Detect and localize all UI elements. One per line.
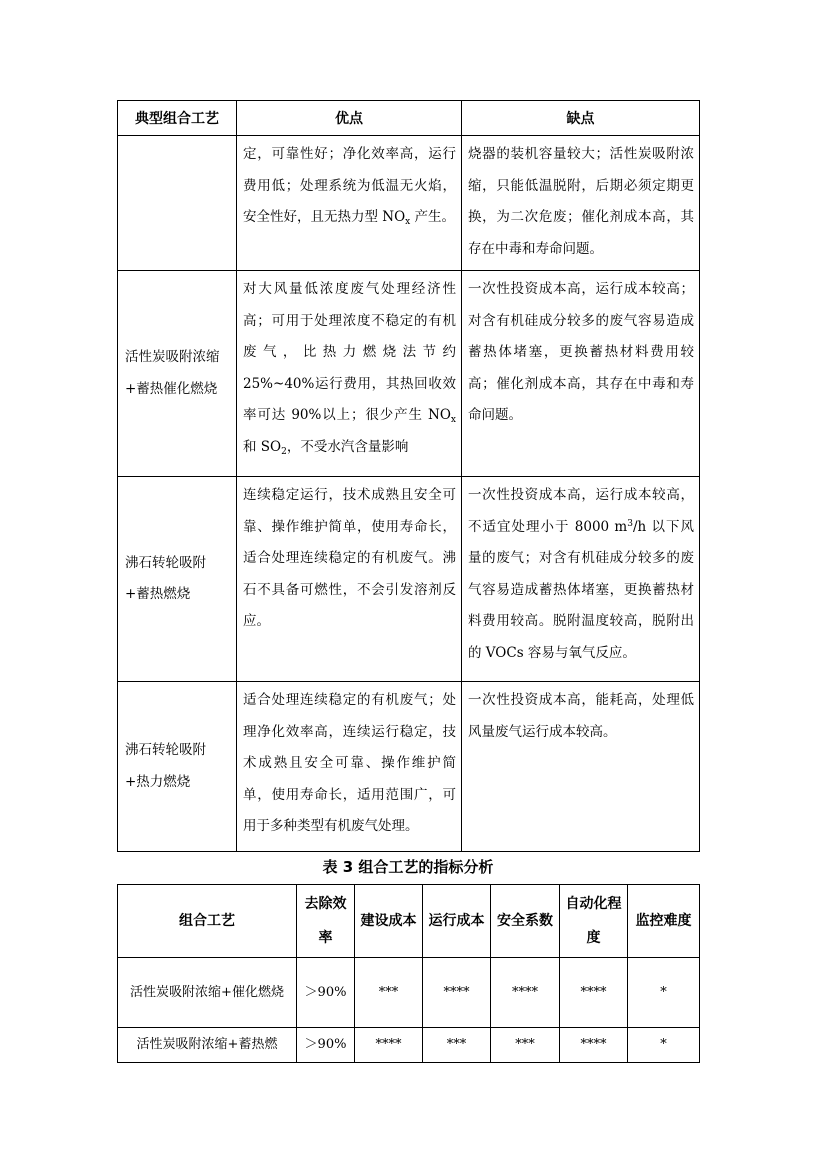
header-automation-level: 自动化程度 xyxy=(560,885,628,958)
row-process: 沸石转轮吸附+蓄热燃烧 xyxy=(118,477,237,682)
table-row xyxy=(118,271,700,477)
header-construction-cost: 建设成本 xyxy=(355,885,423,958)
header-safety-factor: 安全系数 xyxy=(491,885,560,958)
table-header-row xyxy=(118,885,700,958)
row-process: 沸石转轮吸附+热力燃烧 xyxy=(118,682,237,852)
table-row xyxy=(118,682,700,852)
row-disadvantages: 一次性投资成本高，运行成本较高，不适宜处理小于 8000 $m^3/h$ 以下风量的废气；对含有机硅成分较多的废气容易造成蓄热体堵塞，更换蓄热材料费用较高。脱附温度较高，脱附出的 VOCs 容易与氧气反应。 xyxy=(462,477,700,682)
table-row xyxy=(118,477,700,682)
table-header-row xyxy=(118,101,700,136)
indicator-analysis-table xyxy=(117,884,700,1063)
cell-safety-factor: **** xyxy=(491,958,560,1028)
row-advantages: 连续稳定运行，技术成熟且安全可靠、操作维护简单，使用寿命长，适合处理连续稳定的有机废气。沸石不具备可燃性，不会引发溶剂反应。 xyxy=(237,477,462,682)
header-removal-efficiency: 去除效率 xyxy=(297,885,355,958)
row-advantages: 适合处理连续稳定的有机废气；处理净化效率高，连续运行稳定，技术成熟且安全可靠、操作维护简单，使用寿命长，适用范围广，可用于多种类型有机废气处理。 xyxy=(237,682,462,852)
row-process xyxy=(118,136,237,271)
header-operating-cost: 运行成本 xyxy=(423,885,491,958)
table-row xyxy=(118,136,700,271)
row-advantages: 定，可靠性好；净化效率高，运行费用低；处理系统为低温无火焰，安全性好，且无热力型 $NO_x$ 产生。 xyxy=(237,136,462,271)
cell-operating-cost: *** xyxy=(423,1028,491,1063)
header-process: 典型组合工艺 xyxy=(118,101,237,136)
row-process: 活性炭吸附浓缩+蓄热催化燃烧 xyxy=(118,271,237,477)
cell-safety-factor: *** xyxy=(491,1028,560,1063)
cell-monitoring-difficulty: * xyxy=(628,1028,700,1063)
table-row xyxy=(118,958,700,1028)
header-disadvantages: 缺点 xyxy=(462,101,700,136)
header-monitoring-difficulty: 监控难度 xyxy=(628,885,700,958)
header-advantages: 优点 xyxy=(237,101,462,136)
cell-removal-efficiency: ＞90% xyxy=(297,958,355,1028)
cell-construction-cost: **** xyxy=(355,1028,423,1063)
process-comparison-table xyxy=(117,100,700,852)
cell-monitoring-difficulty: * xyxy=(628,958,700,1028)
cell-process: 活性炭吸附浓缩+催化燃烧 xyxy=(118,958,297,1028)
cell-operating-cost: **** xyxy=(423,958,491,1028)
cell-automation-level: **** xyxy=(560,1028,628,1063)
cell-process: 活性炭吸附浓缩+蓄热燃 xyxy=(118,1028,297,1063)
table-caption: 表 3 组合工艺的指标分析 xyxy=(322,858,494,876)
cell-construction-cost: *** xyxy=(355,958,423,1028)
row-advantages: 对大风量低浓度废气处理经济性高；可用于处理浓度不稳定的有机废气，比热力燃烧法节约25%~40%运行费用，其热回收效率可达 90%以上；很少产生 $NO_x$ 和 $SO_2$，不受水汽含量影响 xyxy=(237,271,462,477)
row-disadvantages: 一次性投资成本高，能耗高，处理低风量废气运行成本较高。 xyxy=(462,682,700,852)
row-disadvantages: 烧器的装机容量较大；活性炭吸附浓缩，只能低温脱附，后期必须定期更换，为二次危废；催化剂成本高，其存在中毒和寿命问题。 xyxy=(462,136,700,271)
cell-removal-efficiency: ＞90% xyxy=(297,1028,355,1063)
table-row xyxy=(118,1028,700,1063)
header-combination-process: 组合工艺 xyxy=(118,885,297,958)
row-disadvantages: 一次性投资成本高，运行成本较高；对含有机硅成分较多的废气容易造成蓄热体堵塞，更换蓄热材料费用较高；催化剂成本高，其存在中毒和寿命问题。 xyxy=(462,271,700,477)
cell-automation-level: **** xyxy=(560,958,628,1028)
